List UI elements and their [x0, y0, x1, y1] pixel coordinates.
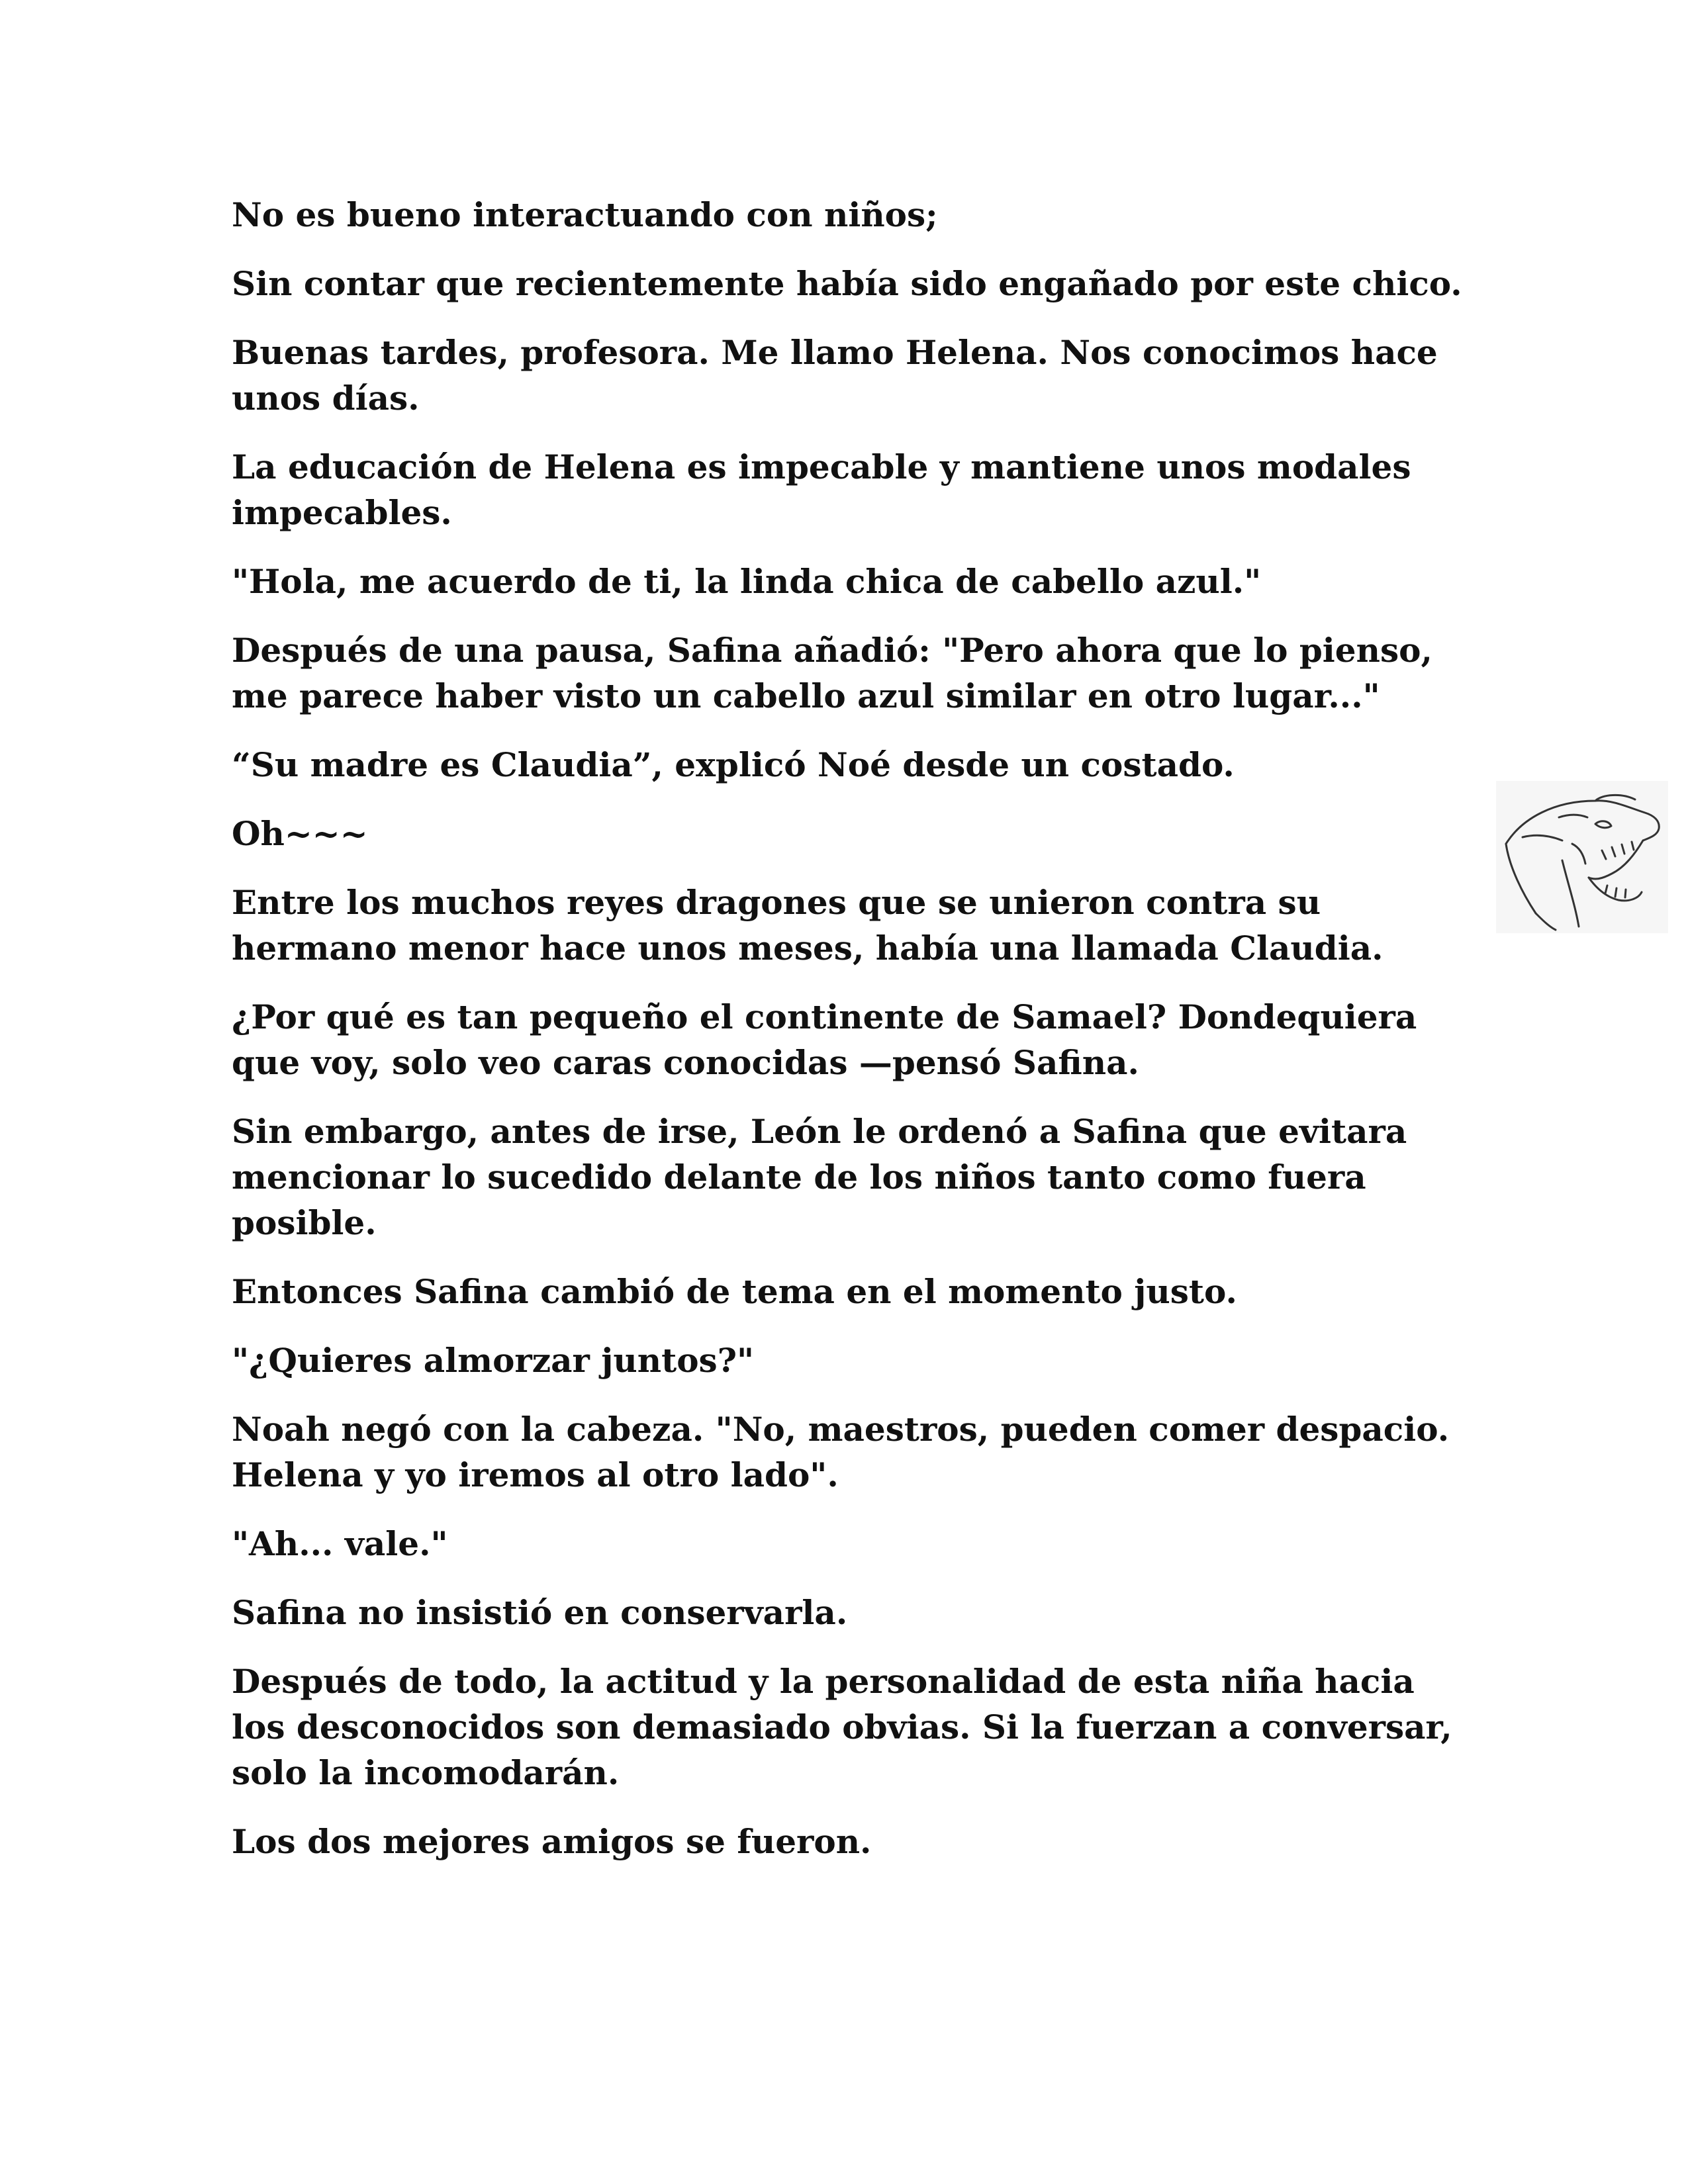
paragraph: ¿Por qué es tan pequeño el continente de Samael? Dondequiera que voy, solo veo caras conocidas —pensó Safina. — [232, 997, 1417, 1082]
paragraph: Safina no insistió en conservarla. — [232, 1593, 848, 1632]
paragraph: Sin contar que recientemente había sido engañado por este chico. — [232, 264, 1462, 303]
paragraph: “Su madre es Claudia”, explicó Noé desde un costado. — [232, 745, 1235, 784]
paragraph: Buenas tardes, profesora. Me llamo Helena. Nos conocimos hace unos días. — [232, 333, 1438, 418]
paragraph: Los dos mejores amigos se fueron. — [232, 1822, 872, 1861]
paragraph: Después de una pausa, Safina añadió: "Pero ahora que lo pienso, me parece haber visto un cabello azul similar en otro lugar..." — [232, 631, 1432, 715]
paragraph: Después de todo, la actitud y la personalidad de esta niña hacia los desconocidos son demasiado obvias. Si la fuerzan a conversar, solo la incomodarán. — [232, 1662, 1452, 1792]
paragraph: Entonces Safina cambió de tema en el momento justo. — [232, 1272, 1237, 1311]
paragraph: "Ah... vale." — [232, 1524, 448, 1563]
text-body — [232, 192, 1470, 1888]
paragraph: Sin embargo, antes de irse, León le ordenó a Safina que evitara mencionar lo sucedido delante de los niños tanto como fuera posible. — [232, 1112, 1407, 1242]
paragraph: Entre los muchos reyes dragones que se unieron contra su hermano menor hace unos meses, había una llamada Claudia. — [232, 883, 1383, 968]
dinosaur-head-sketch-icon — [1496, 781, 1668, 933]
paragraph: Oh~~~ — [232, 814, 368, 853]
paragraph: No es bueno interactuando con niños; — [232, 195, 938, 234]
paragraph: "¿Quieres almorzar juntos?" — [232, 1341, 755, 1380]
paragraph: La educación de Helena es impecable y mantiene unos modales impecables. — [232, 447, 1411, 532]
paragraph: Noah negó con la cabeza. "No, maestros, pueden comer despacio. Helena y yo iremos al otro lado". — [232, 1410, 1450, 1494]
paragraph: "Hola, me acuerdo de ti, la linda chica de cabello azul." — [232, 562, 1262, 601]
